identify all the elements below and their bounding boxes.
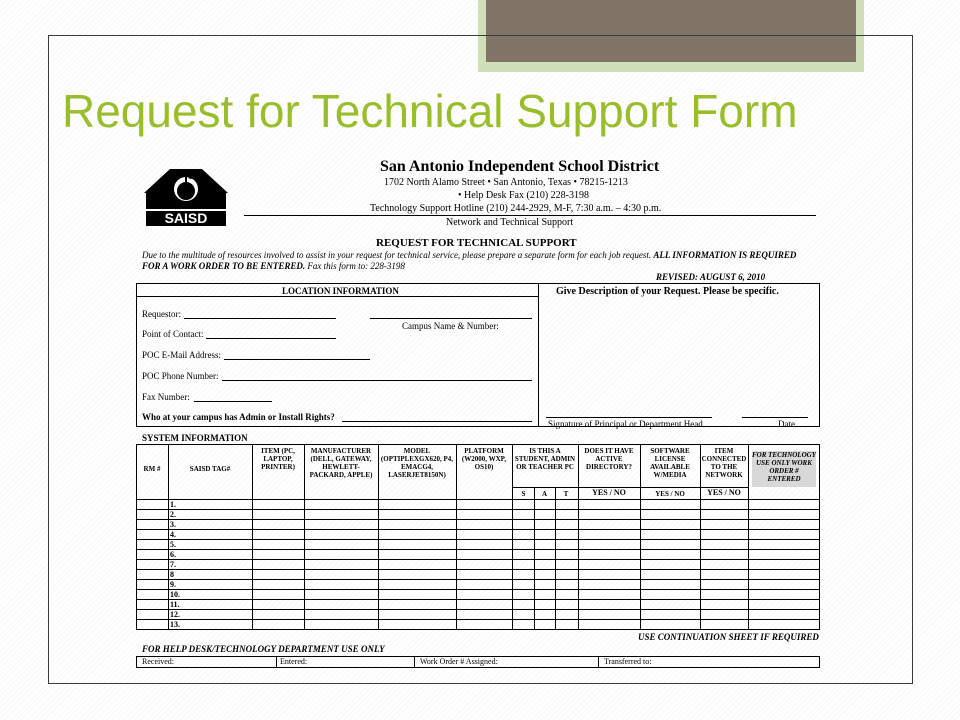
table-column-line [456, 444, 457, 630]
helpdesk-heading: FOR HELP DESK/TECHNOLOGY DEPARTMENT USE ONLY [142, 644, 385, 654]
table-row-line [136, 579, 820, 580]
table-column-line [252, 444, 253, 630]
table-row-line [136, 609, 820, 610]
date-line[interactable] [742, 417, 808, 418]
col-model: MODEL (OPTIPLEXGX620, P4, EMACG4, LASERJET8150N) [380, 447, 454, 479]
table-row-line [136, 619, 820, 620]
header-rule [244, 215, 816, 216]
poc-phone-label: POC Phone Number: [142, 371, 219, 381]
col-active-directory: DOES IT HAVE ACTIVE DIRECTORY? [584, 447, 634, 471]
continuation-note: USE CONTINUATION SHEET IF REQUIRED [638, 632, 819, 642]
col-manufacturer: MANUFACTURER (DELL, GATEWAY, HEWLETT-PACKARD, APPLE) [309, 447, 373, 479]
sub-s: S [521, 490, 526, 498]
sub-license-yes-no: YES / NO [655, 490, 685, 498]
table-row-line [136, 599, 820, 600]
col-saisd-tag: SAISD TAG# [189, 465, 231, 473]
work-order-label: Work Order # Assigned: [420, 657, 498, 666]
table-column-line [578, 444, 579, 630]
form-title: REQUEST FOR TECHNICAL SUPPORT [376, 237, 577, 249]
poc-field[interactable] [206, 338, 336, 339]
helpdesk-divider-1 [276, 656, 277, 668]
form-document [136, 155, 822, 669]
sub-network-yes-no: YES / NO [707, 488, 741, 497]
col-network: ITEM CONNECTED TO THE NETWORK [701, 447, 747, 479]
table-row-line [136, 509, 820, 510]
table-row-number: 2. [170, 510, 176, 519]
requestor-label: Requestor: [142, 309, 181, 319]
table-column-line [378, 444, 379, 630]
sub-t: T [563, 490, 569, 498]
table-row-number: 9. [170, 580, 176, 589]
table-column-line [700, 444, 701, 630]
table-row-number: 10. [170, 590, 180, 599]
table-row-line [136, 539, 820, 540]
svg-text:SAISD: SAISD [164, 210, 208, 226]
table-subheader-line [512, 487, 748, 488]
table-row-line [136, 519, 820, 520]
received-label: Received: [142, 657, 174, 666]
table-row-number: 13. [170, 620, 180, 629]
table-column-line [748, 444, 749, 630]
helpdesk-divider-3 [598, 656, 599, 668]
transferred-label: Transferred to: [604, 657, 652, 666]
table-row-line [136, 589, 820, 590]
poc-phone-field[interactable] [222, 380, 532, 381]
poc-label: Point of Contact: [142, 329, 204, 339]
apple-icon [140, 163, 232, 227]
sub-a: A [541, 490, 548, 498]
table-row-number: 12. [170, 610, 180, 619]
campus-field[interactable] [370, 318, 532, 319]
location-divider [538, 283, 539, 427]
district-name: San Antonio Independent School District [380, 158, 660, 175]
table-row-line [136, 549, 820, 550]
table-column-line [304, 444, 305, 630]
col-tech-use-only: FOR TECHNOLOGY USE ONLY WORK ORDER # ENTERED [752, 451, 816, 487]
table-row-number: 3. [170, 520, 176, 529]
signature-label: Signature of Principal or Department Head [548, 419, 703, 429]
table-row-number: 11. [170, 600, 180, 609]
revised-date: REVISED: AUGUST 6, 2010 [656, 272, 766, 282]
table-column-line [640, 444, 641, 630]
col-rm: RM # [143, 465, 161, 473]
admin-rights-label: Who at your campus has Admin or Install Rights? [142, 412, 335, 422]
table-row-number: 1. [170, 500, 176, 509]
col-software-license: SOFTWARE LICENSE AVAILABLE W/MEDIA [650, 447, 690, 479]
table-row-number: 5. [170, 540, 176, 549]
instructions-line-2: FOR A WORK ORDER TO BE ENTERED. Fax this form to: 228-3198 [142, 261, 405, 271]
description-area[interactable] [540, 301, 818, 413]
requestor-field[interactable] [184, 318, 336, 319]
entered-label: Entered: [280, 657, 308, 666]
table-row-line [136, 529, 820, 530]
table-row-number: 6. [170, 550, 176, 559]
help-desk-fax: • Help Desk Fax (210) 228-3198 [458, 190, 589, 201]
fax-label: Fax Number: [142, 392, 190, 402]
table-row-number: 7. [170, 560, 176, 569]
admin-rights-field[interactable] [342, 421, 532, 422]
table-row-number: 4. [170, 530, 176, 539]
date-label: Date [778, 419, 795, 429]
support-hotline: Technology Support Hotline (210) 244-2929, M-F, 7:30 a.m. – 4:30 p.m. [370, 203, 662, 214]
table-row-line [136, 499, 820, 500]
table-column-line [512, 444, 513, 630]
slide-title: Request for Technical Support Form [62, 85, 798, 137]
poc-email-label: POC E-Mail Address: [142, 350, 222, 360]
signature-line[interactable] [546, 417, 712, 418]
saisd-logo [140, 163, 232, 227]
district-address: 1702 North Alamo Street • San Antonio, Texas • 78215-1213 [384, 177, 628, 188]
fax-field[interactable] [194, 401, 272, 402]
poc-email-field[interactable] [224, 359, 370, 360]
table-row-line [136, 569, 820, 570]
description-heading: Give Description of your Request. Please be specific. [556, 286, 779, 297]
campus-label: Campus Name & Number: [402, 321, 499, 331]
col-platform: PLATFORM (W2000, WXP, OS10) [461, 447, 507, 471]
location-heading-rule [136, 296, 538, 297]
system-heading: SYSTEM INFORMATION [142, 433, 248, 443]
table-row-line [136, 559, 820, 560]
helpdesk-divider-2 [414, 656, 415, 668]
col-item: ITEM (PC, LAPTOP, PRINTER) [261, 447, 295, 471]
location-heading: LOCATION INFORMATION [282, 286, 399, 296]
instructions-line-1: Due to the multitude of resources involved to assist in your request for technical service, please prepare a separate form for each job request. ALL INFORMATION IS REQUIRED [142, 250, 797, 260]
table-row-number: 8 [170, 570, 174, 579]
col-user-type: IS THIS A STUDENT, ADMIN OR TEACHER PC [514, 447, 576, 471]
department-name: Network and Technical Support [446, 217, 574, 228]
sub-ad-yes-no: YES / NO [592, 488, 626, 497]
table-column-line [168, 444, 169, 630]
